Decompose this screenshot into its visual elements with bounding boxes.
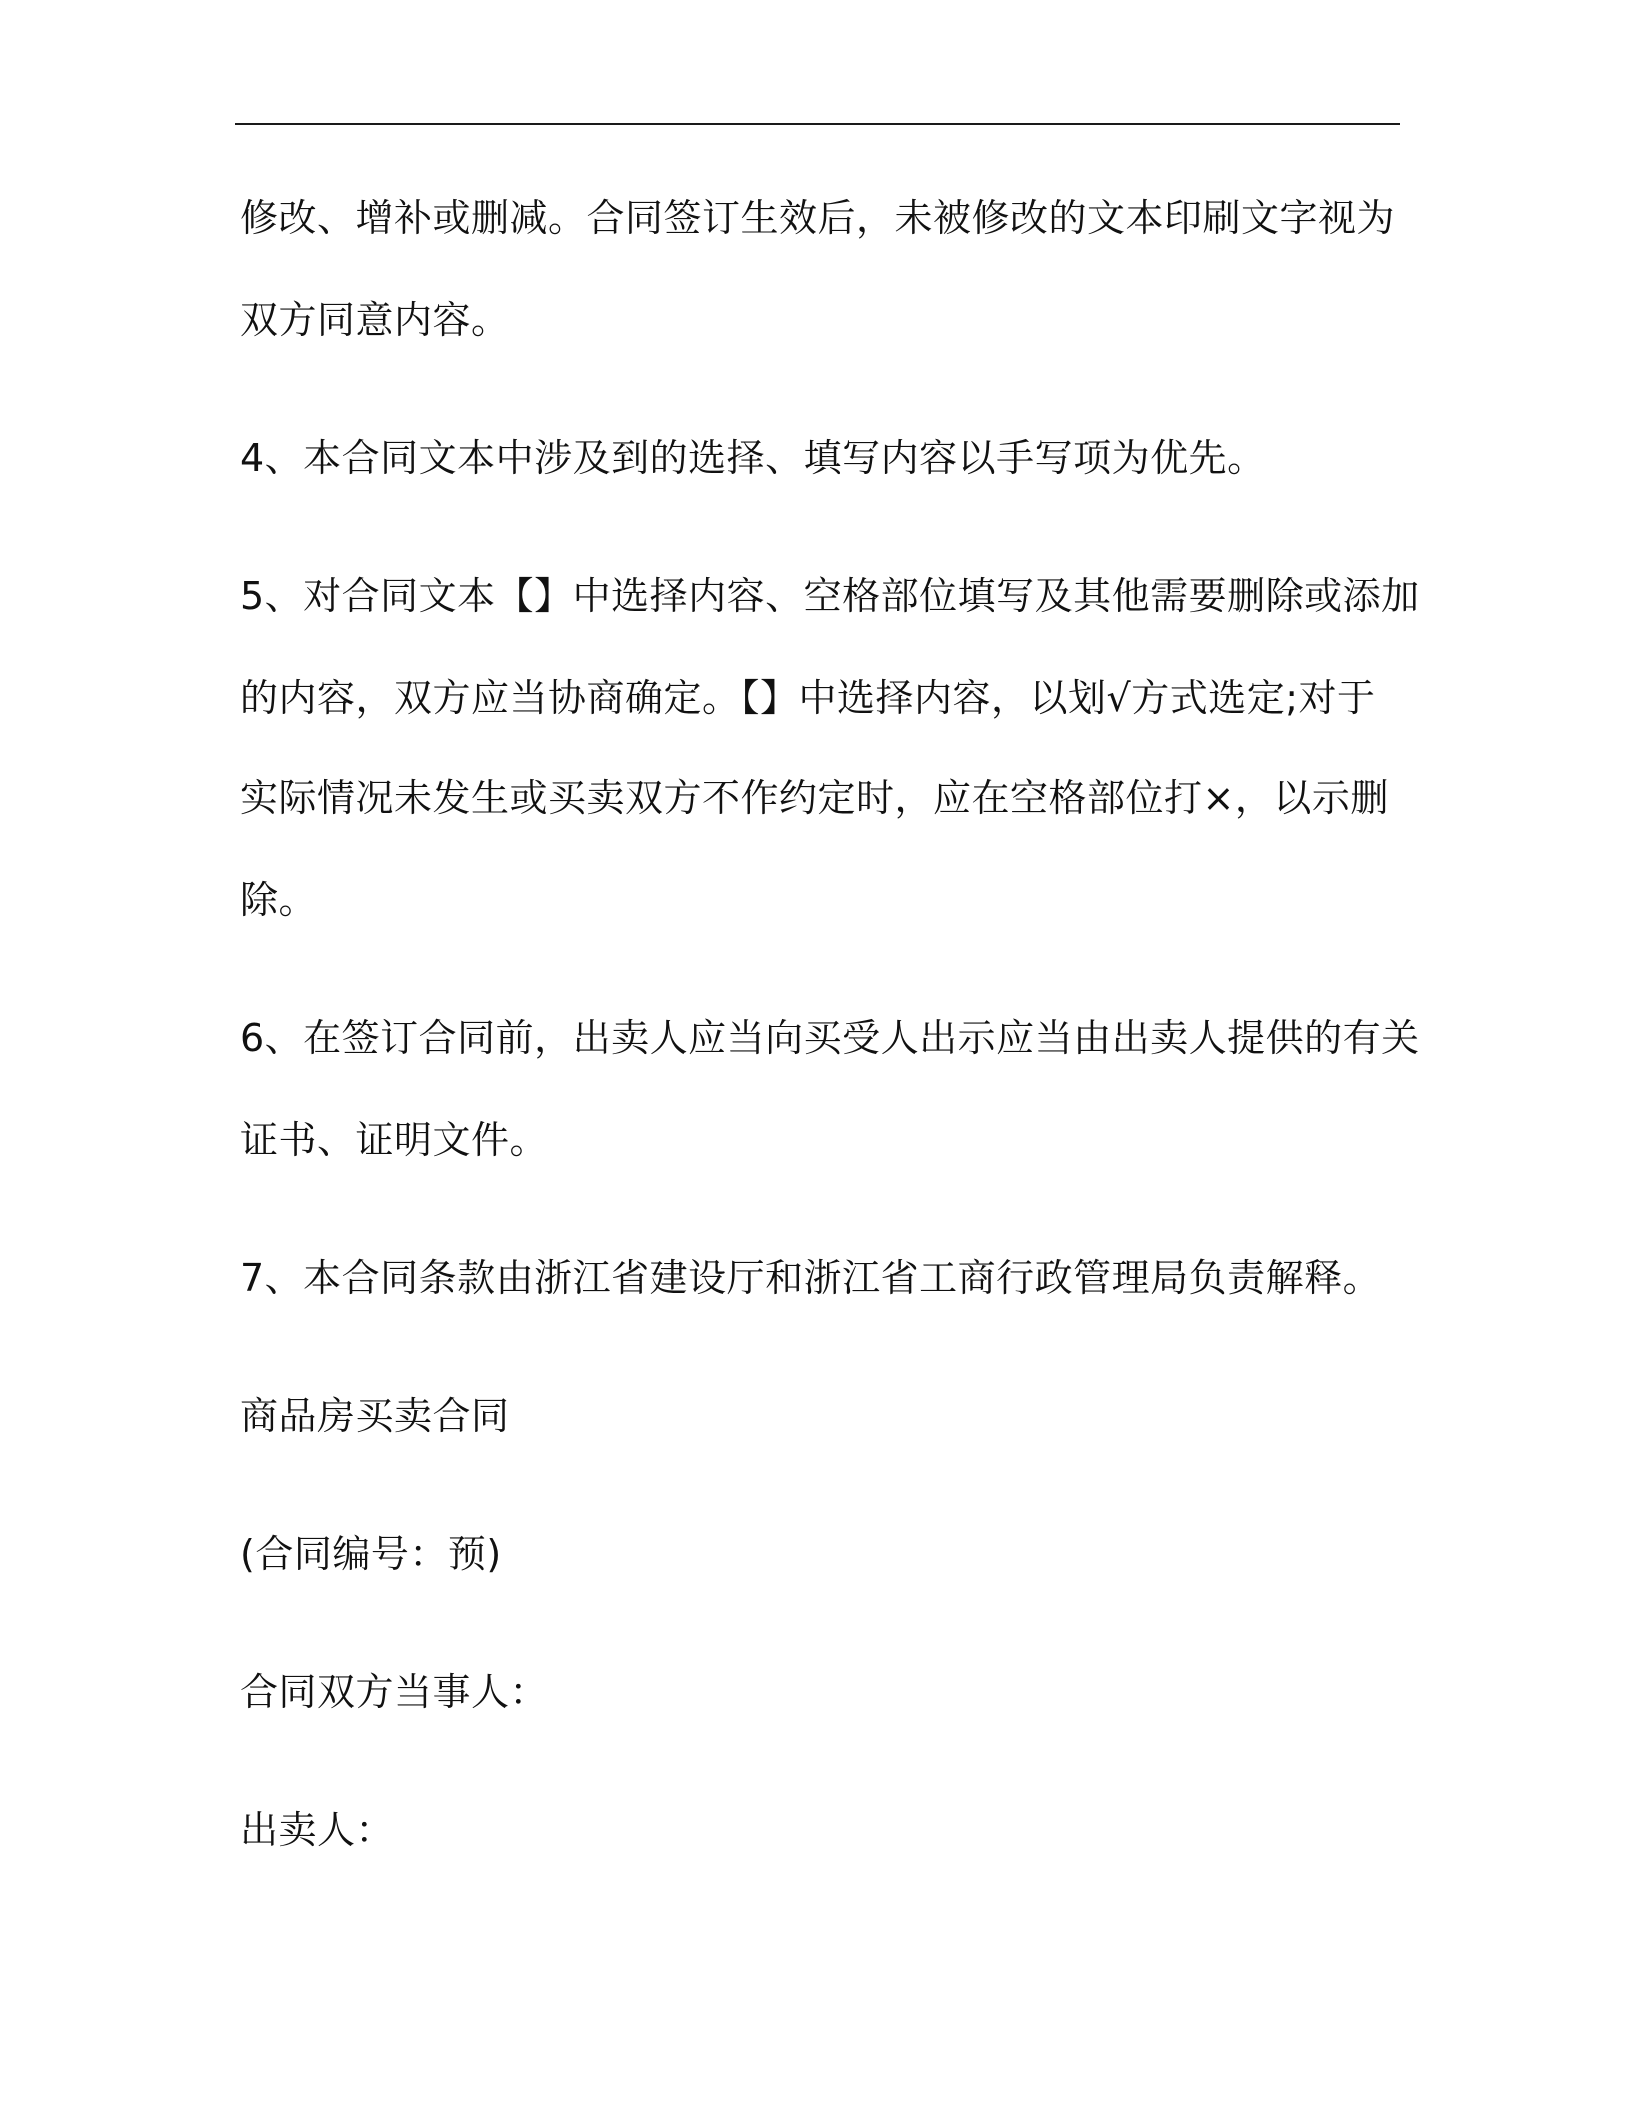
clause-6-line-2: 证书、证明文件。 bbox=[240, 1118, 549, 1162]
clause-6-line-1: 6、在签订合同前，出卖人应当向买受人出示应当由出卖人提供的有关 bbox=[240, 1016, 1420, 1060]
parties-heading: 合同双方当事人： bbox=[240, 1670, 549, 1714]
clause-5-line-3: 实际情况未发生或买卖双方不作约定时，应在空格部位打×，以示删 bbox=[240, 776, 1389, 820]
contract-number: (合同编号：预) bbox=[240, 1532, 502, 1576]
clause-5-line-2: 的内容，双方应当协商确定。【】中选择内容，以划√方式选定;对于 bbox=[240, 676, 1376, 720]
clause-4: 4、本合同文本中涉及到的选择、填写内容以手写项为优先。 bbox=[240, 436, 1266, 480]
text-line-1: 修改、增补或删减。合同签订生效后，未被修改的文本印刷文字视为 bbox=[240, 196, 1396, 240]
clause-7: 7、本合同条款由浙江省建设厅和浙江省工商行政管理局负责解释。 bbox=[240, 1256, 1382, 1300]
text-line-2: 双方同意内容。 bbox=[240, 298, 510, 342]
header-rule bbox=[235, 123, 1400, 125]
clause-5-line-1: 5、对合同文本【】中选择内容、空格部位填写及其他需要删除或添加 bbox=[240, 574, 1420, 618]
contract-title: 商品房买卖合同 bbox=[240, 1394, 510, 1438]
seller-label: 出卖人： bbox=[240, 1808, 395, 1852]
clause-5-line-4: 除。 bbox=[240, 878, 318, 922]
